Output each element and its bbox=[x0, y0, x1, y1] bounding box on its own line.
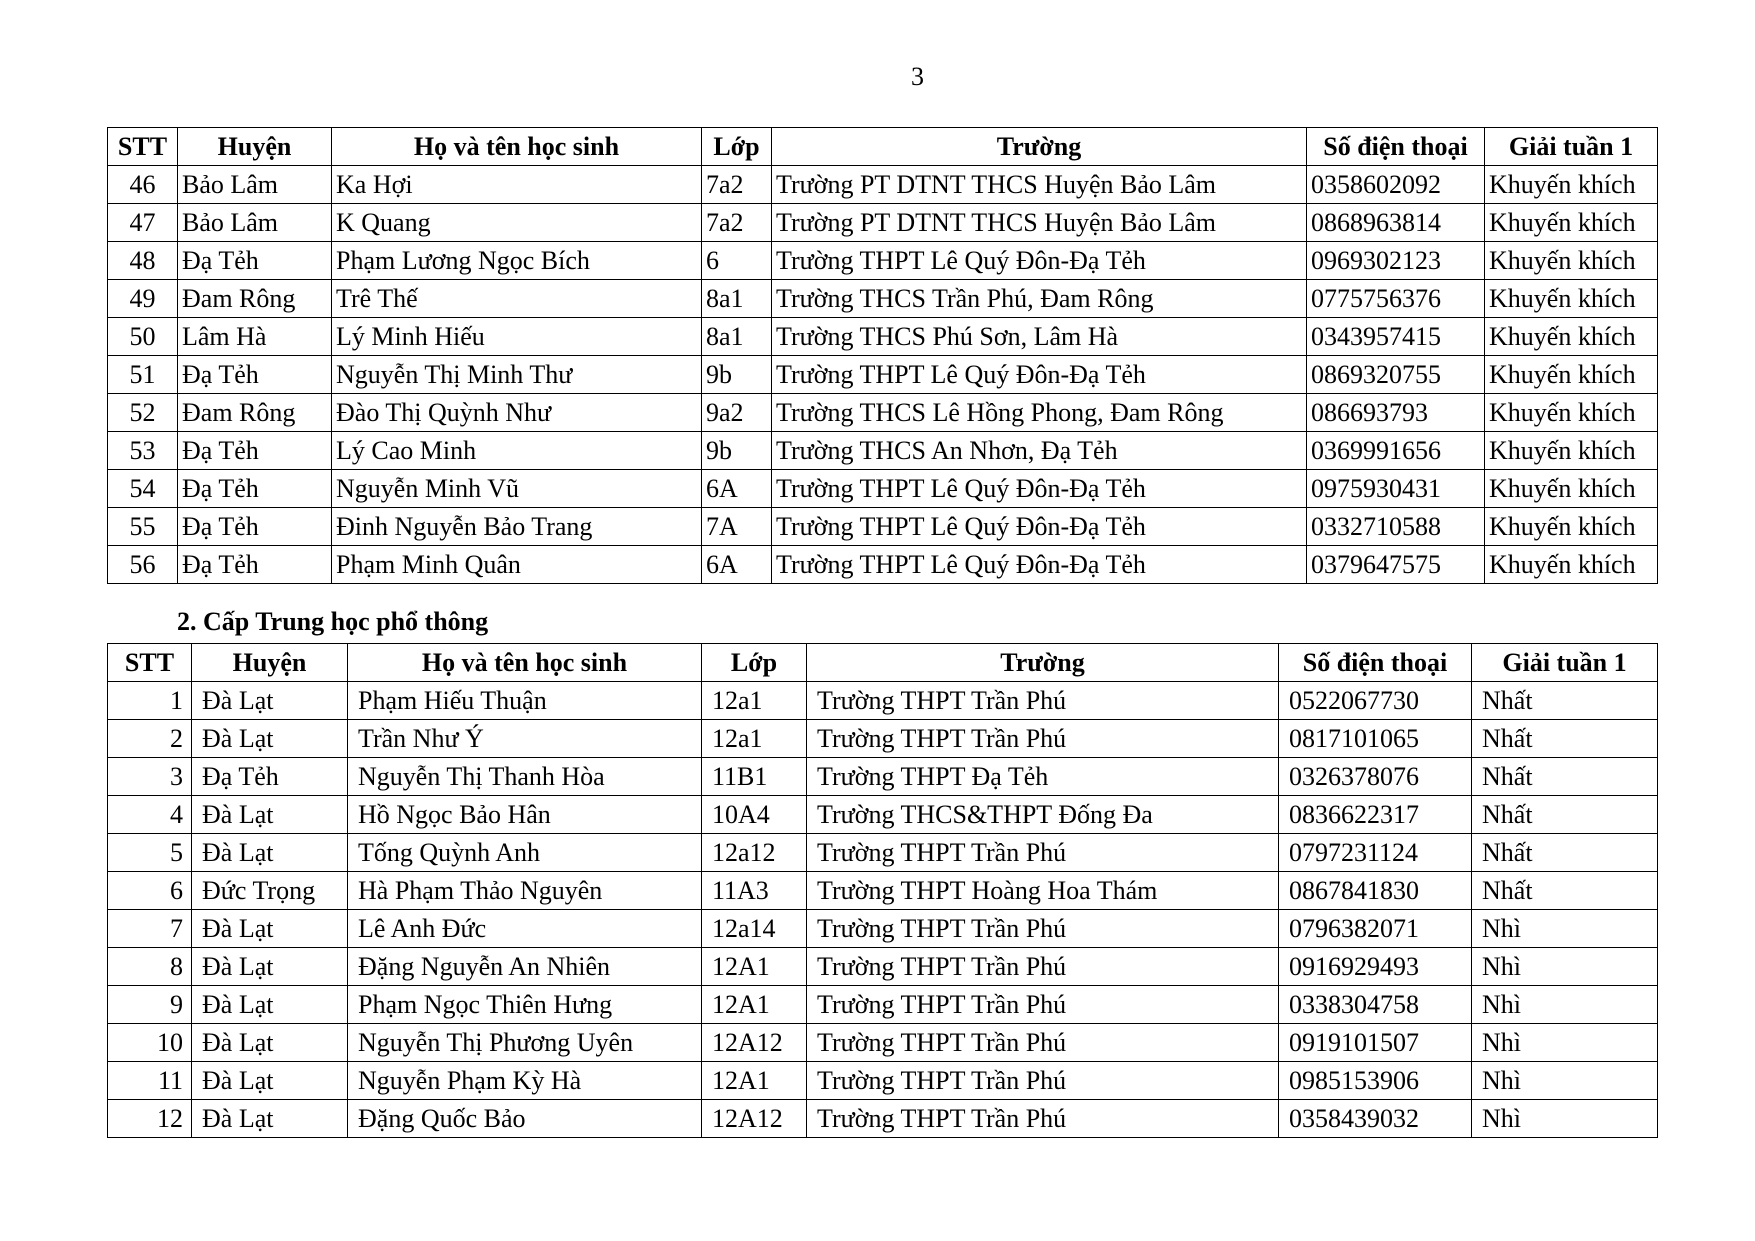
table-row bbox=[108, 1062, 1658, 1100]
cell-district: Đà Lạt bbox=[192, 986, 348, 1024]
cell-class: 9b bbox=[702, 356, 772, 394]
cell-prize: Nhất bbox=[1472, 758, 1658, 796]
cell-stt: 47 bbox=[108, 204, 178, 242]
table-row bbox=[108, 758, 1658, 796]
cell-prize: Khuyến khích bbox=[1485, 470, 1658, 508]
cell-name: Nguyễn Thị Minh Thư bbox=[332, 356, 702, 394]
header-stt: STT bbox=[108, 128, 178, 166]
cell-stt: 12 bbox=[108, 1100, 192, 1138]
cell-district: Đạ Tẻh bbox=[192, 758, 348, 796]
table-row bbox=[108, 796, 1658, 834]
cell-district: Đà Lạt bbox=[192, 1062, 348, 1100]
cell-phone: 0332710588 bbox=[1307, 508, 1485, 546]
cell-prize: Khuyến khích bbox=[1485, 508, 1658, 546]
cell-prize: Khuyến khích bbox=[1485, 280, 1658, 318]
cell-prize: Nhì bbox=[1472, 1024, 1658, 1062]
cell-school: Trường PT DTNT THCS Huyện Bảo Lâm bbox=[772, 204, 1307, 242]
cell-district: Đà Lạt bbox=[192, 720, 348, 758]
cell-name: Lý Cao Minh bbox=[332, 432, 702, 470]
cell-school: Trường THPT Trần Phú bbox=[807, 1062, 1279, 1100]
table-header-row bbox=[108, 644, 1658, 682]
cell-class: 7a2 bbox=[702, 204, 772, 242]
results-table-thpt bbox=[107, 643, 1658, 1138]
cell-class: 11A3 bbox=[702, 872, 807, 910]
cell-school: Trường THPT Lê Quý Đôn-Đạ Tẻh bbox=[772, 242, 1307, 280]
cell-stt: 6 bbox=[108, 872, 192, 910]
cell-prize: Nhất bbox=[1472, 720, 1658, 758]
table-row bbox=[108, 280, 1658, 318]
cell-phone: 0369991656 bbox=[1307, 432, 1485, 470]
header-class: Lớp bbox=[702, 644, 807, 682]
cell-prize: Khuyến khích bbox=[1485, 204, 1658, 242]
cell-stt: 46 bbox=[108, 166, 178, 204]
cell-prize: Nhì bbox=[1472, 1062, 1658, 1100]
header-stt: STT bbox=[108, 644, 192, 682]
cell-phone: 0358602092 bbox=[1307, 166, 1485, 204]
cell-stt: 4 bbox=[108, 796, 192, 834]
cell-class: 12A1 bbox=[702, 986, 807, 1024]
header-class: Lớp bbox=[702, 128, 772, 166]
cell-class: 9a2 bbox=[702, 394, 772, 432]
cell-class: 7a2 bbox=[702, 166, 772, 204]
cell-phone: 0817101065 bbox=[1279, 720, 1472, 758]
cell-class: 8a1 bbox=[702, 280, 772, 318]
cell-district: Đà Lạt bbox=[192, 948, 348, 986]
cell-district: Đạ Tẻh bbox=[178, 432, 332, 470]
cell-name: Đào Thị Quỳnh Như bbox=[332, 394, 702, 432]
cell-district: Bảo Lâm bbox=[178, 166, 332, 204]
cell-stt: 56 bbox=[108, 546, 178, 584]
header-district: Huyện bbox=[192, 644, 348, 682]
cell-name: Phạm Ngọc Thiên Hưng bbox=[348, 986, 702, 1024]
cell-phone: 0338304758 bbox=[1279, 986, 1472, 1024]
cell-prize: Khuyến khích bbox=[1485, 242, 1658, 280]
cell-name: Phạm Lương Ngọc Bích bbox=[332, 242, 702, 280]
cell-school: Trường THPT Lê Quý Đôn-Đạ Tẻh bbox=[772, 508, 1307, 546]
cell-district: Đà Lạt bbox=[192, 1024, 348, 1062]
cell-stt: 48 bbox=[108, 242, 178, 280]
table-row bbox=[108, 1024, 1658, 1062]
table-row bbox=[108, 948, 1658, 986]
cell-district: Đạ Tẻh bbox=[178, 546, 332, 584]
cell-phone: 0975930431 bbox=[1307, 470, 1485, 508]
cell-phone: 0919101507 bbox=[1279, 1024, 1472, 1062]
cell-class: 12A12 bbox=[702, 1100, 807, 1138]
cell-district: Đức Trọng bbox=[192, 872, 348, 910]
cell-phone: 0358439032 bbox=[1279, 1100, 1472, 1138]
header-prize: Giải tuần 1 bbox=[1485, 128, 1658, 166]
cell-school: Trường THCS An Nhơn, Đạ Tẻh bbox=[772, 432, 1307, 470]
cell-class: 9b bbox=[702, 432, 772, 470]
header-student-name: Họ và tên học sinh bbox=[332, 128, 702, 166]
cell-phone: 0868963814 bbox=[1307, 204, 1485, 242]
table-row bbox=[108, 546, 1658, 584]
cell-district: Đạ Tẻh bbox=[178, 356, 332, 394]
cell-school: Trường THPT Lê Quý Đôn-Đạ Tẻh bbox=[772, 356, 1307, 394]
cell-school: Trường THPT Trần Phú bbox=[807, 986, 1279, 1024]
cell-class: 12a1 bbox=[702, 682, 807, 720]
cell-school: Trường THPT Lê Quý Đôn-Đạ Tẻh bbox=[772, 546, 1307, 584]
cell-class: 12A1 bbox=[702, 948, 807, 986]
cell-school: Trường THPT Trần Phú bbox=[807, 834, 1279, 872]
table-row bbox=[108, 470, 1658, 508]
table-row bbox=[108, 242, 1658, 280]
cell-phone: 0867841830 bbox=[1279, 872, 1472, 910]
cell-stt: 2 bbox=[108, 720, 192, 758]
cell-district: Đà Lạt bbox=[192, 682, 348, 720]
cell-name: Nguyễn Thị Thanh Hòa bbox=[348, 758, 702, 796]
cell-class: 12A1 bbox=[702, 1062, 807, 1100]
header-phone: Số điện thoại bbox=[1279, 644, 1472, 682]
cell-stt: 3 bbox=[108, 758, 192, 796]
table-row bbox=[108, 834, 1658, 872]
table-row bbox=[108, 204, 1658, 242]
cell-class: 8a1 bbox=[702, 318, 772, 356]
cell-class: 7A bbox=[702, 508, 772, 546]
cell-district: Đạ Tẻh bbox=[178, 242, 332, 280]
cell-school: Trường THPT Trần Phú bbox=[807, 682, 1279, 720]
cell-prize: Nhì bbox=[1472, 986, 1658, 1024]
table-row bbox=[108, 682, 1658, 720]
cell-stt: 50 bbox=[108, 318, 178, 356]
cell-district: Đam Rông bbox=[178, 394, 332, 432]
cell-prize: Khuyến khích bbox=[1485, 546, 1658, 584]
cell-name: Phạm Hiếu Thuận bbox=[348, 682, 702, 720]
cell-school: Trường PT DTNT THCS Huyện Bảo Lâm bbox=[772, 166, 1307, 204]
cell-phone: 0326378076 bbox=[1279, 758, 1472, 796]
table-row bbox=[108, 872, 1658, 910]
cell-stt: 55 bbox=[108, 508, 178, 546]
cell-prize: Nhì bbox=[1472, 948, 1658, 986]
cell-name: Tống Quỳnh Anh bbox=[348, 834, 702, 872]
cell-name: Ka Hợi bbox=[332, 166, 702, 204]
cell-stt: 1 bbox=[108, 682, 192, 720]
cell-school: Trường THPT Trần Phú bbox=[807, 948, 1279, 986]
cell-name: Nguyễn Minh Vũ bbox=[332, 470, 702, 508]
cell-prize: Nhất bbox=[1472, 682, 1658, 720]
cell-stt: 5 bbox=[108, 834, 192, 872]
header-phone: Số điện thoại bbox=[1307, 128, 1485, 166]
cell-name: Nguyễn Thị Phương Uyên bbox=[348, 1024, 702, 1062]
cell-name: Trê Thế bbox=[332, 280, 702, 318]
table-row bbox=[108, 356, 1658, 394]
cell-prize: Nhất bbox=[1472, 834, 1658, 872]
header-school: Trường bbox=[807, 644, 1279, 682]
cell-stt: 11 bbox=[108, 1062, 192, 1100]
table-row bbox=[108, 986, 1658, 1024]
cell-phone: 0796382071 bbox=[1279, 910, 1472, 948]
cell-phone: 0522067730 bbox=[1279, 682, 1472, 720]
cell-name: Nguyễn Phạm Kỳ Hà bbox=[348, 1062, 702, 1100]
cell-class: 6A bbox=[702, 546, 772, 584]
cell-name: Hà Phạm Thảo Nguyên bbox=[348, 872, 702, 910]
header-school: Trường bbox=[772, 128, 1307, 166]
cell-phone: 0916929493 bbox=[1279, 948, 1472, 986]
cell-name: K Quang bbox=[332, 204, 702, 242]
cell-school: Trường THCS&THPT Đống Đa bbox=[807, 796, 1279, 834]
cell-school: Trường THCS Lê Hồng Phong, Đam Rông bbox=[772, 394, 1307, 432]
cell-stt: 10 bbox=[108, 1024, 192, 1062]
table-row bbox=[108, 720, 1658, 758]
cell-prize: Khuyến khích bbox=[1485, 432, 1658, 470]
cell-district: Đạ Tẻh bbox=[178, 508, 332, 546]
results-table-thcs bbox=[107, 127, 1658, 584]
table-header-row bbox=[108, 128, 1658, 166]
cell-district: Lâm Hà bbox=[178, 318, 332, 356]
cell-stt: 51 bbox=[108, 356, 178, 394]
table-row bbox=[108, 508, 1658, 546]
cell-stt: 8 bbox=[108, 948, 192, 986]
cell-name: Hồ Ngọc Bảo Hân bbox=[348, 796, 702, 834]
cell-class: 12A12 bbox=[702, 1024, 807, 1062]
cell-name: Trần Như Ý bbox=[348, 720, 702, 758]
cell-prize: Nhất bbox=[1472, 796, 1658, 834]
cell-class: 6 bbox=[702, 242, 772, 280]
cell-class: 6A bbox=[702, 470, 772, 508]
cell-class: 12a12 bbox=[702, 834, 807, 872]
cell-prize: Khuyến khích bbox=[1485, 318, 1658, 356]
cell-district: Đam Rông bbox=[178, 280, 332, 318]
cell-school: Trường THPT Đạ Tẻh bbox=[807, 758, 1279, 796]
cell-district: Đà Lạt bbox=[192, 834, 348, 872]
cell-phone: 0836622317 bbox=[1279, 796, 1472, 834]
cell-phone: 0869320755 bbox=[1307, 356, 1485, 394]
table-row bbox=[108, 432, 1658, 470]
cell-prize: Khuyến khích bbox=[1485, 166, 1658, 204]
section-heading-thpt: 2. Cấp Trung học phổ thông bbox=[177, 607, 489, 636]
cell-school: Trường THPT Trần Phú bbox=[807, 1024, 1279, 1062]
page-number: 3 bbox=[911, 62, 924, 91]
cell-district: Đà Lạt bbox=[192, 796, 348, 834]
cell-phone: 0797231124 bbox=[1279, 834, 1472, 872]
table-row bbox=[108, 1100, 1658, 1138]
cell-name: Lê Anh Đức bbox=[348, 910, 702, 948]
cell-class: 12a14 bbox=[702, 910, 807, 948]
cell-class: 12a1 bbox=[702, 720, 807, 758]
table-row bbox=[108, 166, 1658, 204]
cell-stt: 52 bbox=[108, 394, 178, 432]
cell-prize: Nhất bbox=[1472, 872, 1658, 910]
cell-prize: Khuyến khích bbox=[1485, 356, 1658, 394]
table-row bbox=[108, 910, 1658, 948]
cell-prize: Khuyến khích bbox=[1485, 394, 1658, 432]
cell-phone: 086693793 bbox=[1307, 394, 1485, 432]
table-row bbox=[108, 394, 1658, 432]
cell-stt: 54 bbox=[108, 470, 178, 508]
cell-prize: Nhì bbox=[1472, 1100, 1658, 1138]
header-student-name: Họ và tên học sinh bbox=[348, 644, 702, 682]
cell-stt: 7 bbox=[108, 910, 192, 948]
cell-phone: 0775756376 bbox=[1307, 280, 1485, 318]
header-district: Huyện bbox=[178, 128, 332, 166]
cell-stt: 9 bbox=[108, 986, 192, 1024]
cell-district: Đạ Tẻh bbox=[178, 470, 332, 508]
cell-phone: 0969302123 bbox=[1307, 242, 1485, 280]
cell-district: Đà Lạt bbox=[192, 910, 348, 948]
header-prize: Giải tuần 1 bbox=[1472, 644, 1658, 682]
cell-school: Trường THPT Trần Phú bbox=[807, 720, 1279, 758]
cell-phone: 0343957415 bbox=[1307, 318, 1485, 356]
cell-phone: 0379647575 bbox=[1307, 546, 1485, 584]
cell-school: Trường THPT Lê Quý Đôn-Đạ Tẻh bbox=[772, 470, 1307, 508]
cell-district: Đà Lạt bbox=[192, 1100, 348, 1138]
cell-stt: 53 bbox=[108, 432, 178, 470]
cell-phone: 0985153906 bbox=[1279, 1062, 1472, 1100]
cell-name: Đặng Quốc Bảo bbox=[348, 1100, 702, 1138]
cell-stt: 49 bbox=[108, 280, 178, 318]
table-row bbox=[108, 318, 1658, 356]
cell-class: 11B1 bbox=[702, 758, 807, 796]
cell-class: 10A4 bbox=[702, 796, 807, 834]
cell-prize: Nhì bbox=[1472, 910, 1658, 948]
cell-name: Lý Minh Hiếu bbox=[332, 318, 702, 356]
cell-name: Đinh Nguyễn Bảo Trang bbox=[332, 508, 702, 546]
cell-district: Bảo Lâm bbox=[178, 204, 332, 242]
cell-name: Đặng Nguyễn An Nhiên bbox=[348, 948, 702, 986]
cell-school: Trường THCS Trần Phú, Đam Rông bbox=[772, 280, 1307, 318]
cell-school: Trường THCS Phú Sơn, Lâm Hà bbox=[772, 318, 1307, 356]
cell-school: Trường THPT Trần Phú bbox=[807, 910, 1279, 948]
cell-school: Trường THPT Trần Phú bbox=[807, 1100, 1279, 1138]
cell-name: Phạm Minh Quân bbox=[332, 546, 702, 584]
cell-school: Trường THPT Hoàng Hoa Thám bbox=[807, 872, 1279, 910]
